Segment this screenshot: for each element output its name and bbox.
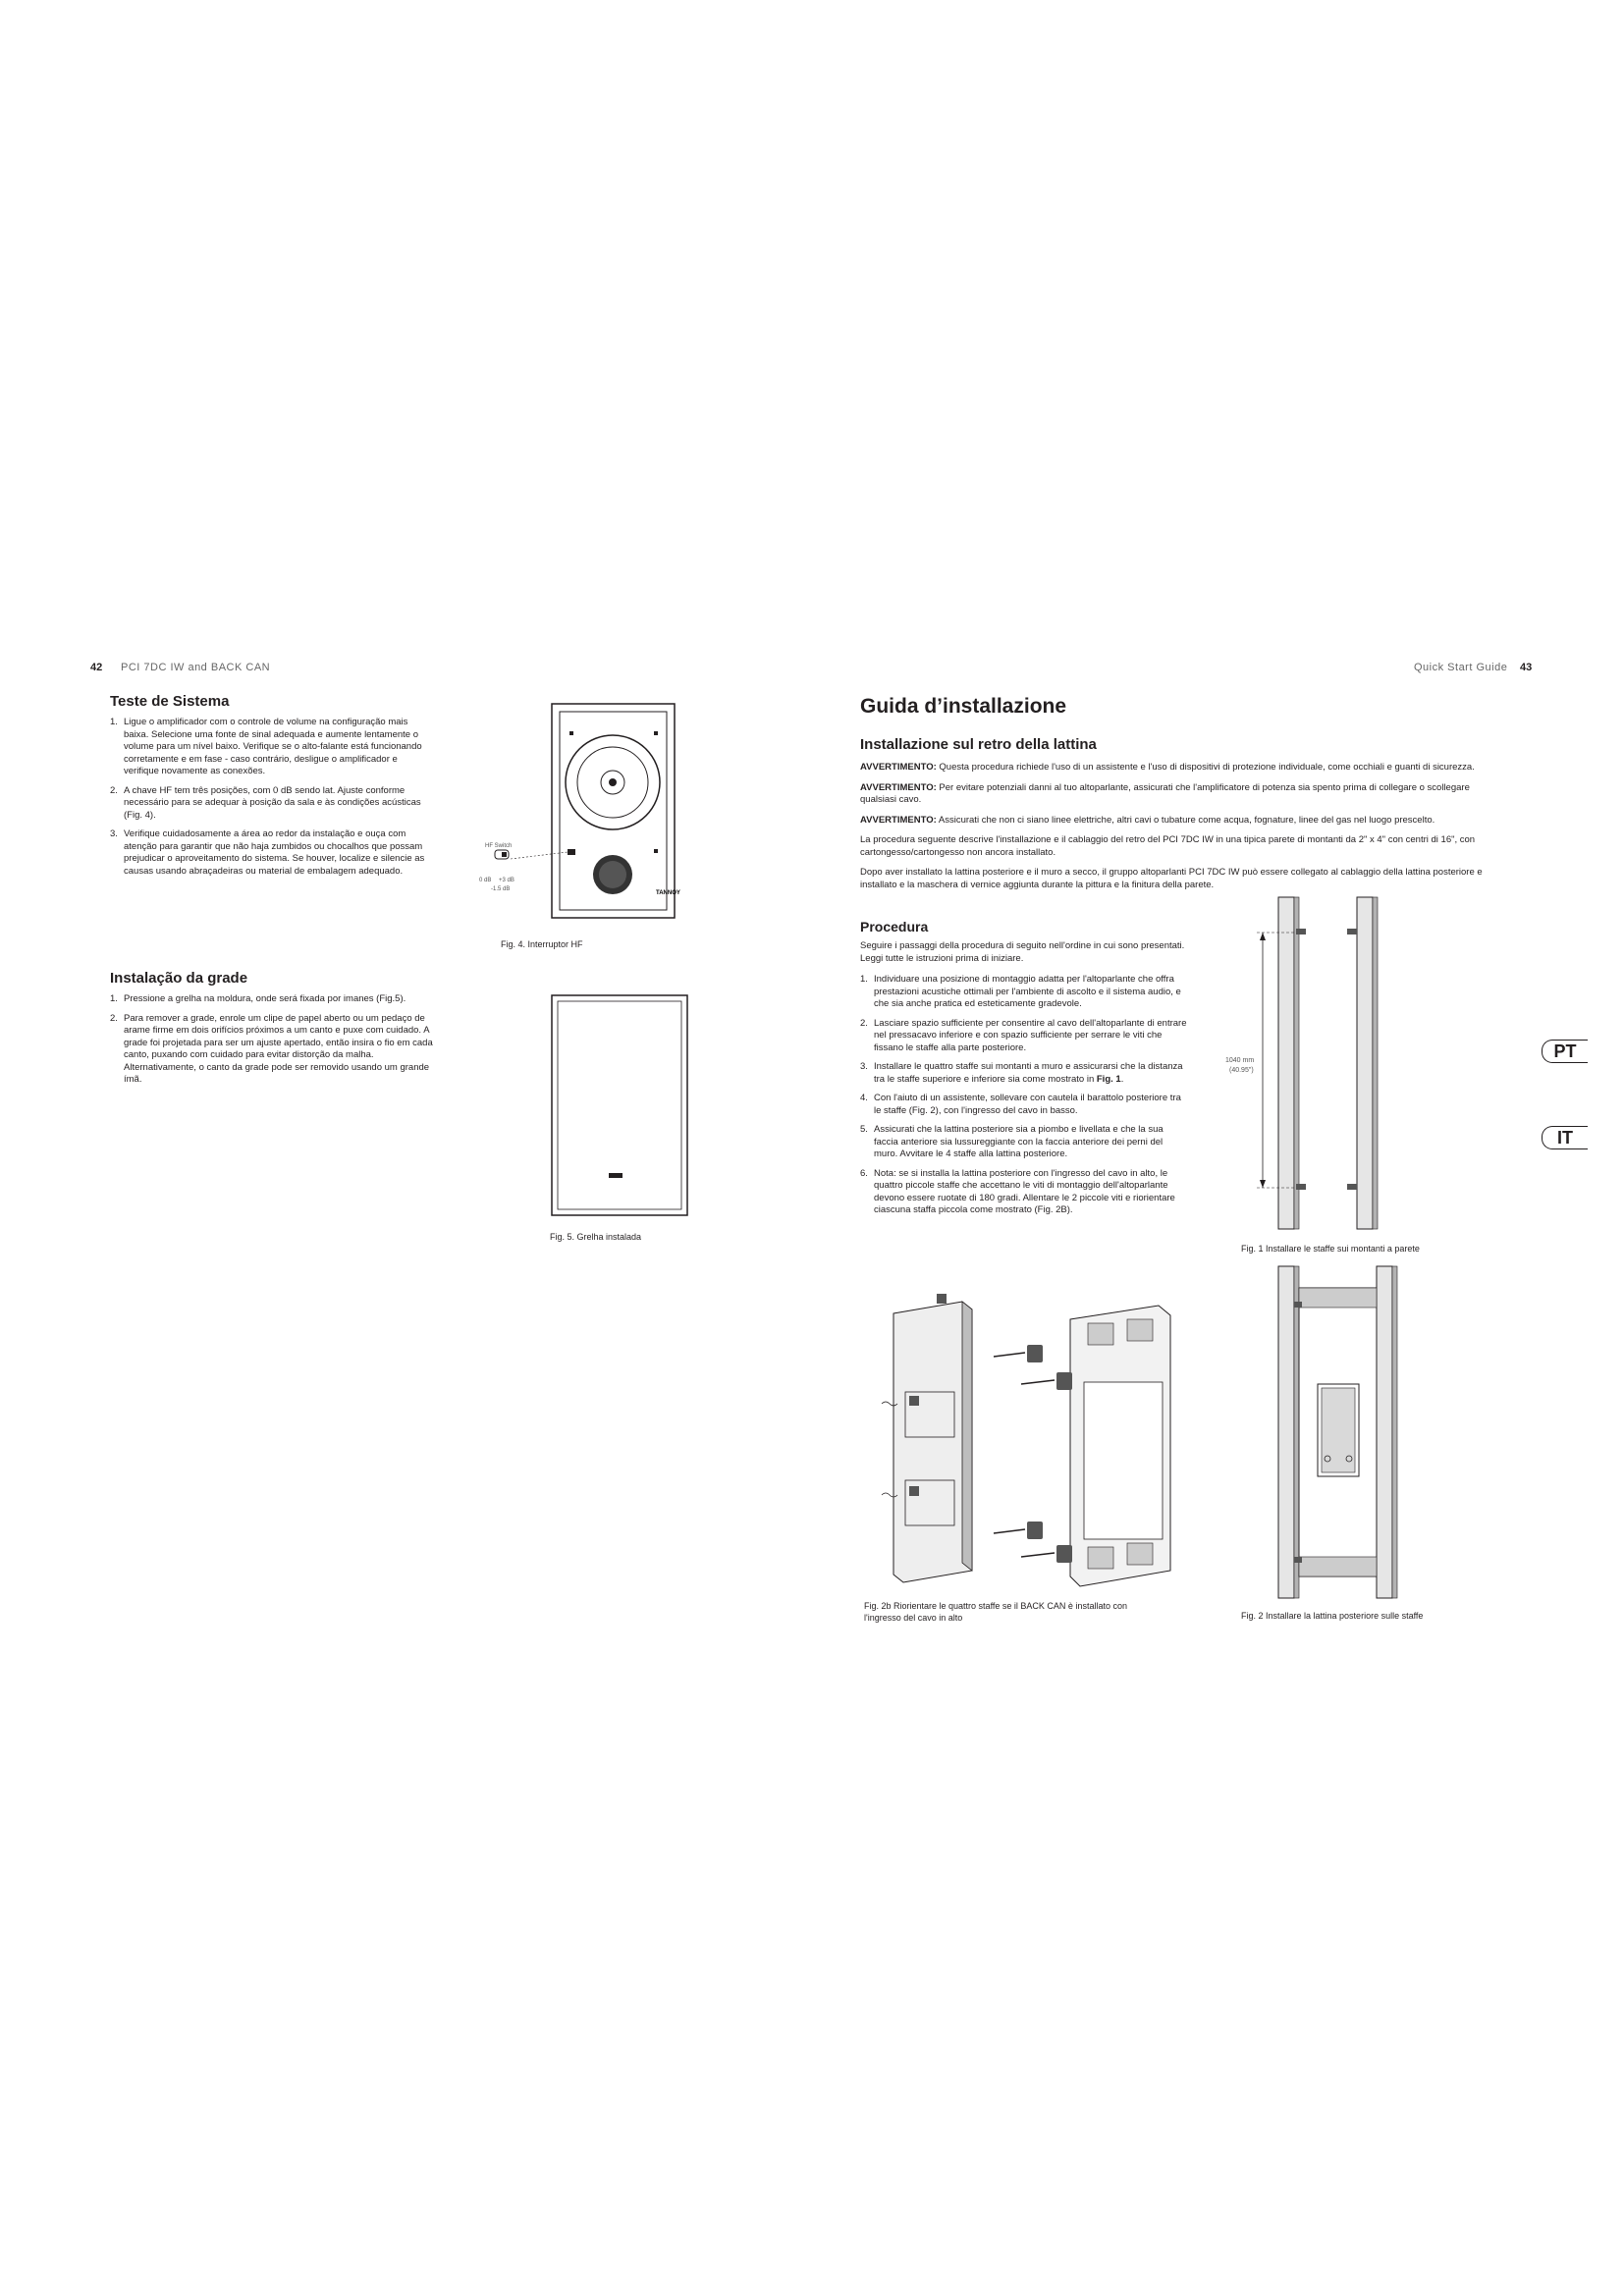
- section-title-procedura: Procedura: [860, 919, 929, 934]
- section-title-teste-de-sistema: Teste de Sistema: [110, 693, 230, 710]
- list-item: 5. Assicurati che la lattina posteriore sia a piombo e livellata e che la sua faccia anteriore sia lussureggiante con la faccia anteriore dei perni del muro. Avvitare le 4 staffe alla lattina posteriore.: [860, 1124, 1164, 1159]
- hf-switch-label: HF Switch: [485, 843, 513, 849]
- right-running-header: Quick Start Guide: [1414, 662, 1508, 673]
- fig1-dimension-mm: 1040 mm: [1225, 1057, 1255, 1064]
- list-item: 1. Ligue o amplificador com o controle de volume na configuração mais baixa. Selecione uma fonte de sinal adequada e aumente lentamente o volume para um nível baixo. Verifique se o alto-falante está funcionando corretamente e em fase - caso contrário, desligue o amplificador e verifique novamente as conexões.: [110, 717, 422, 776]
- warning-1: AVVERTIMENTO: Questa procedura richiede l'uso di un assistente e l'uso di dispositivi di protezione individuale, come occhiali e guanti di sicurezza.: [860, 762, 1475, 773]
- warning-3: AVVERTIMENTO: Assicurati che non ci siano linee elettriche, altri cavi o tubature come acqua, fognature, linee del gas nel luogo prescelto.: [860, 814, 1435, 826]
- list-item: 2. Lasciare spazio sufficiente per consentire al cavo dell'altoparlante di entrare nel pressacavo inferiore e con spazio sufficiente per serrare le viti che fissano le staffe alla parte posteriore.: [860, 1017, 1187, 1053]
- list-item: 2. Para remover a grade, enrole um clipe de papel aberto ou um pedaço de arame firme em dois orifícios próximos a um canto e puxe com cuidado. A grade foi projetada para ser um ajuste apertado, então insira o fio em cada canto, puxando com cuidado para evitar distorção da malha. Alternativamente, o canto da grade pode ser removido usando um grande ímã.: [110, 1012, 433, 1085]
- list-item: 1. Pressione a grelha na moldura, onde será fixada por imanes (Fig.5).: [110, 993, 406, 1004]
- paragraph-1: La procedura seguente descrive l'installazione e il cablaggio del retro del PCI 7DC IW in una tipica parete di montanti da 2" x 4" con centri di 16", con cartongesso/cartongesso non ancora installato.: [860, 834, 1476, 858]
- left-running-header: PCI 7DC IW and BACK CAN: [121, 662, 271, 673]
- fig2-caption: Fig. 2 Installare la lattina posteriore sulle staffe: [1241, 1611, 1424, 1621]
- hf-switch-value-plus3db: +3 dB: [499, 878, 514, 883]
- fig2b-brackets-illustration: [864, 1294, 1188, 1588]
- fig5-grille-illustration: [550, 993, 692, 1219]
- hf-switch-value-minus1-5db: -1.5 dB: [491, 886, 511, 892]
- teste-steps-list: [110, 717, 434, 884]
- fig1-caption: Fig. 1 Installare le staffe sui montanti a parete: [1241, 1244, 1420, 1254]
- procedura-intro: Seguire i passaggi della procedura di seguito nell'ordine in cui sono presentati. Leggi tutte le istruzioni prima di iniziare.: [860, 940, 1185, 964]
- list-item: 3. Verifique cuidadosamente a área ao redor da instalação e ouça com atenção para garantir que não haja zumbidos ou chocalhos que possam prejudicar o aproveitamento do sistema. Se houver, localize e silencie as causas usando abraçadeiras ou material de embalagem adequado.: [110, 828, 425, 877]
- installazione-body: [860, 762, 1508, 899]
- list-item: 6. Nota: se si installa la lattina posteriore con l'ingresso del cavo in alto, le quattro piccole staffe che accettano le viti di montaggio dell'altoparlante devono essere ruotate di 180 gradi. Allentare le 2 piccole viti e riorientare ciascuna staffa piccola come mostrato (Fig. 2B).: [860, 1167, 1175, 1215]
- fig2b-caption-line1: Fig. 2b Riorientare le quattro staffe se il BACK CAN è installato con: [864, 1601, 1127, 1611]
- section-title-instalacao-da-grade: Instalação da grade: [110, 970, 248, 987]
- tannoy-logo: TANNOY: [656, 890, 680, 896]
- list-item: 3. Installare le quattro staffe sui montanti a muro e assicurarsi che la distanza tra le staffe superiore e inferiore sia come mostrato in Fig. 1.: [860, 1061, 1183, 1085]
- list-item: 1. Individuare una posizione di montaggio adatta per l'altoparlante che offra prestazioni acustiche ottimali per l'ambiente di ascolto e il sistema audio, e che sia anche pratica ed esteticamente gradevole.: [860, 974, 1181, 1009]
- hf-switch-value-0db: 0 dB: [479, 878, 492, 883]
- list-item: 4. Con l'aiuto di un assistente, sollevare con cautela il barattolo posteriore tra le staffe (Fig. 2), con l'ingresso del cavo in basso.: [860, 1093, 1181, 1116]
- fig1-dimension-in: (40.95"): [1229, 1067, 1254, 1074]
- procedura-steps-list: [860, 974, 1189, 1224]
- language-tab-it[interactable]: IT: [1542, 1126, 1588, 1149]
- section-title-installazione: Installazione sul retro della lattina: [860, 736, 1097, 753]
- fig2-backcan-illustration: [1267, 1262, 1404, 1602]
- page-title: Guida d’installazione: [860, 695, 1067, 718]
- list-item: 2. A chave HF tem três posições, com 0 dB sendo lat. Ajuste conforme necessário para se adequar à posição da sala e às condições acústicas (Fig. 4).: [110, 784, 421, 821]
- warning-2: AVVERTIMENTO: Per evitare potenziali danni al tuo altoparlante, assicurati che l'amplificatore di potenza sia spento prima di collegare o scollegare qualsiasi cavo.: [860, 781, 1470, 805]
- left-page-number: 42: [90, 662, 103, 673]
- paragraph-2: Dopo aver installato la lattina posteriore e il muro a secco, il gruppo altoparlanti PCI 7DC IW può essere collegato al cablaggio della lattina posteriore e installato e la maschera di vernice aggiunta durante la pittura e la finitura della parete.: [860, 867, 1483, 890]
- language-tab-pt[interactable]: PT: [1542, 1040, 1588, 1063]
- fig2b-caption-line2: l'ingresso del cavo in alto: [864, 1613, 963, 1623]
- fig5-caption: Fig. 5. Grelha instalada: [550, 1232, 642, 1242]
- fig4-caption: Fig. 4. Interruptor HF: [501, 939, 583, 949]
- right-page-number: 43: [1520, 662, 1533, 673]
- grade-steps-list: [110, 993, 434, 1094]
